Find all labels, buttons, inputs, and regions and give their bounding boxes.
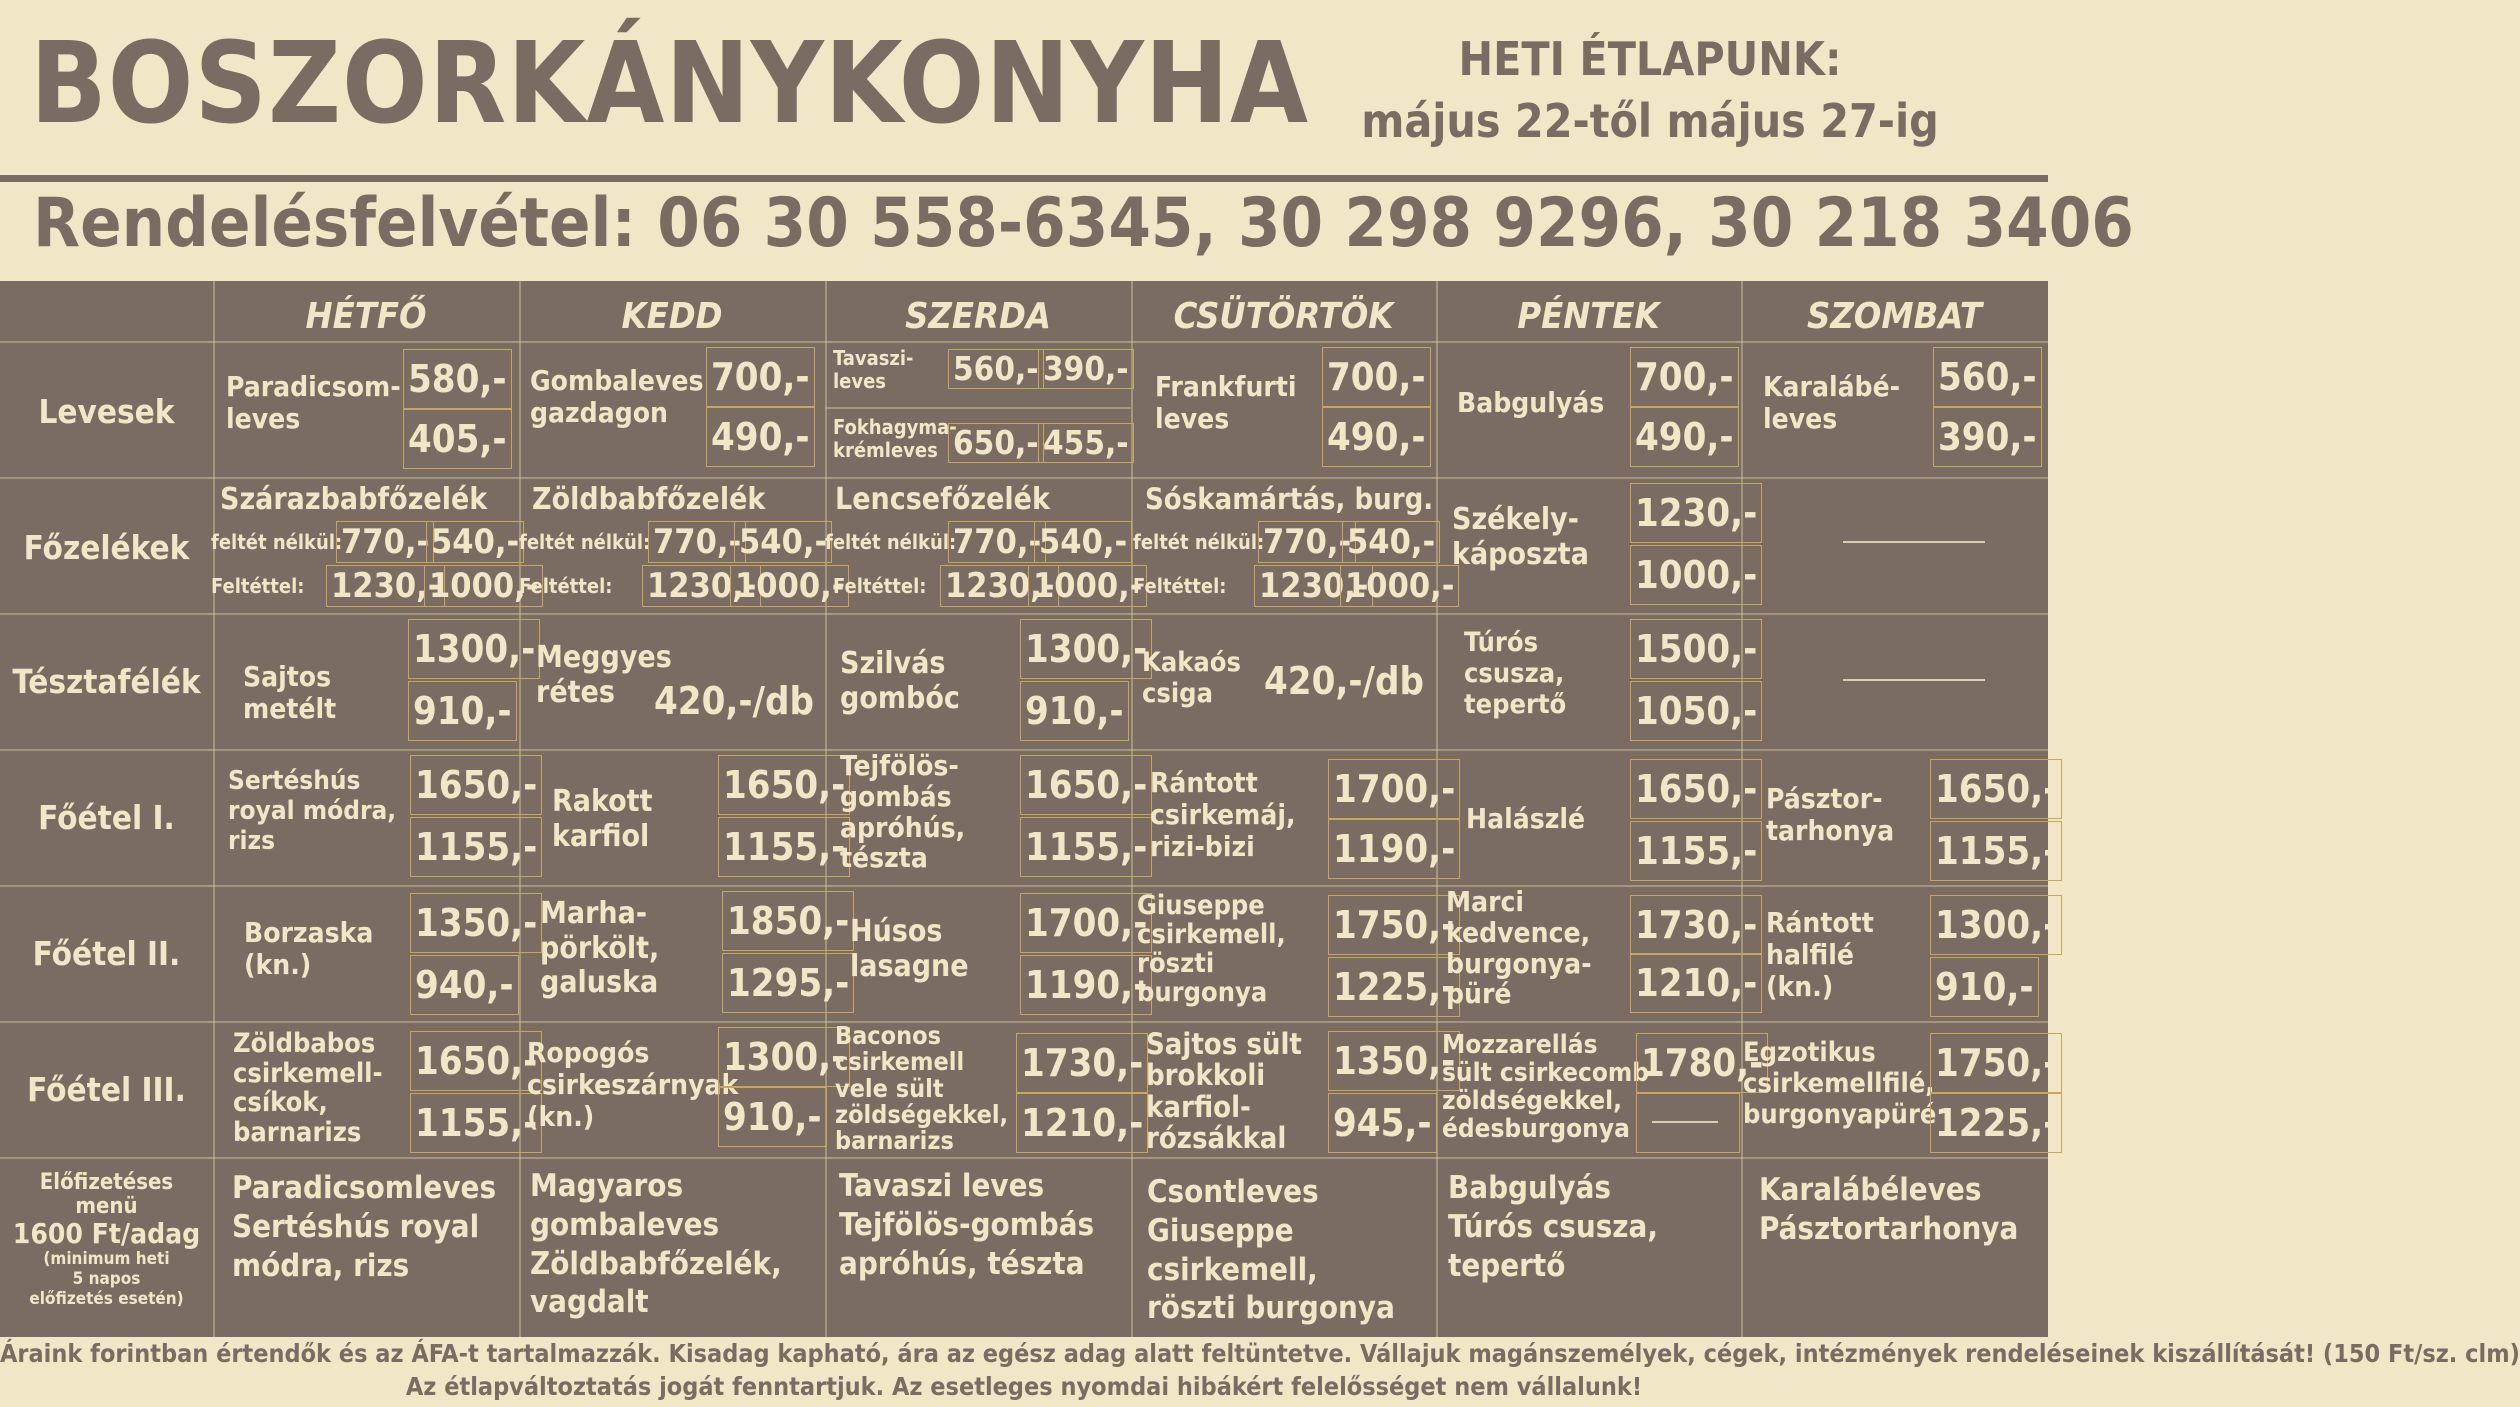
dish-name: brokkoli — [1146, 1058, 1266, 1093]
menu-grid — [0, 281, 2058, 1337]
price-half: 1225,- — [1930, 1093, 2062, 1153]
menu-line: Túrós csusza, — [1448, 1208, 1658, 1245]
dish-name: Mozzarellás — [1442, 1030, 1598, 1060]
soup-tuesday — [530, 365, 703, 429]
veg-thursday: Sóskamártás, burg. — [1145, 482, 1434, 516]
price: 770,- — [648, 521, 746, 563]
price-half: 1155,- — [1930, 821, 2062, 881]
category-main-2: Főétel II. — [32, 934, 181, 973]
price-full: 1730,- — [1630, 895, 1762, 955]
menu-line: Babgulyás — [1448, 1170, 1612, 1206]
dish-name: Ropogós — [527, 1036, 650, 1069]
main2-thursday — [1137, 891, 1286, 1008]
dish-name: gazdagon — [530, 396, 668, 430]
dish-name: barnarizs — [233, 1117, 362, 1149]
price-full: 1650,- — [1020, 755, 1152, 815]
soup-saturday — [1763, 371, 1900, 435]
main3-tuesday — [527, 1037, 738, 1134]
category-soups: Levesek — [38, 392, 175, 431]
menu-line: Tejfölös-gombás — [839, 1206, 1095, 1243]
price-half: 1210,- — [1630, 953, 1762, 1013]
dish-name: Kakaós — [1142, 647, 1241, 678]
row-line — [0, 1157, 2048, 1159]
dish-name: galuska — [540, 965, 659, 1000]
week-info — [1325, 28, 1975, 152]
dish-name: tarhonya — [1766, 814, 1895, 848]
price-half: 1190,- — [1328, 819, 1460, 879]
price: 1000,- — [730, 565, 849, 607]
dish-name: Tejfölös- — [840, 749, 959, 782]
day-friday: PÉNTEK — [1517, 296, 1660, 337]
dish-name: tepertő — [1464, 689, 1567, 721]
dish-name: lasagne — [850, 948, 969, 984]
dish-name: metélt — [243, 692, 337, 726]
price-full: 1230,- — [1630, 483, 1762, 543]
dish-name: gombás — [840, 779, 952, 813]
dish-name: Sajtos — [243, 660, 332, 693]
menu-friday — [1448, 1169, 1658, 1285]
dish-name: Túrós — [1464, 627, 1539, 658]
menu-line: Tavaszi leves — [839, 1168, 1045, 1204]
row-line — [0, 613, 2048, 615]
dish-name: burgonyapüré — [1743, 1099, 1937, 1131]
price-full: 700,- — [1322, 347, 1431, 407]
main2-wednesday — [850, 915, 969, 984]
dish-name: zöldségekkel, — [1442, 1086, 1623, 1117]
dish-name: csíkok, — [233, 1087, 328, 1119]
dish-name: káposzta — [1452, 536, 1589, 572]
soup-friday — [1457, 387, 1604, 419]
dish-name: sült csirkecomb — [1442, 1058, 1650, 1089]
header-rule — [0, 175, 2048, 182]
price-half: 1155,- — [1630, 821, 1762, 881]
price-full: 1650,- — [410, 755, 542, 815]
price: 770,- — [948, 521, 1046, 563]
category-pasta: Tésztafélék — [12, 662, 201, 701]
price: 1000,- — [1340, 565, 1459, 607]
day-wednesday: SZERDA — [905, 296, 1051, 337]
menu-line: tepertő — [1448, 1247, 1566, 1284]
soup-wednesday-2 — [833, 416, 957, 462]
subscription-line: (minimum heti — [43, 1249, 170, 1269]
label-without: feltét nélkül: — [519, 530, 651, 554]
dish-name: Sertéshús — [228, 766, 361, 796]
menu-monday — [232, 1169, 496, 1285]
menu-line: vagdalt — [530, 1284, 649, 1321]
day-saturday: SZOMBAT — [1807, 296, 1982, 337]
price-full: 1300,- — [1020, 619, 1152, 679]
soup-monday — [226, 371, 401, 435]
price-full: 1300,- — [718, 1027, 850, 1087]
brand-title: BOSZORKÁNYKONYHA — [30, 19, 1309, 149]
week-title: HETI ÉTLAPUNK: — [1458, 32, 1842, 86]
dish-name: csirkemell — [835, 1047, 965, 1077]
label-with: Feltéttel: — [1133, 574, 1227, 598]
dish-name: Halászlé — [1466, 802, 1586, 835]
menu-line: Paradicsomleves — [232, 1170, 497, 1206]
dish-name: karfiol- — [1146, 1089, 1251, 1124]
dish-name: édesburgonya — [1442, 1114, 1630, 1145]
price-half: 1155,- — [410, 1093, 542, 1153]
price: 1230,- — [940, 565, 1059, 607]
menu-tuesday — [530, 1167, 782, 1322]
dish-name: leves — [1155, 402, 1230, 436]
price-half: 1190,- — [1020, 955, 1152, 1015]
menu-line: módra, rizs — [232, 1247, 410, 1284]
price-half: 1225,- — [1328, 957, 1460, 1017]
main1-tuesday — [552, 785, 653, 854]
price-full: 650,- — [948, 423, 1044, 463]
dish-name: leves — [833, 369, 887, 393]
price: 1230,- — [1254, 565, 1373, 607]
price-per-piece: 420,-/db — [654, 679, 814, 723]
menu-line: Csontleves — [1147, 1174, 1319, 1210]
main3-saturday — [1743, 1037, 1936, 1130]
footer-line-2: Az étlapváltoztatás jogát fenntartjuk. Az esetleges nyomdai hibákért felelősséget nem vállalunk! — [405, 1372, 1643, 1401]
dish-name: tészta — [840, 841, 928, 875]
dish-name: (kn.) — [1766, 970, 1834, 1004]
menu-line: gombaleves — [530, 1206, 720, 1243]
price-per-piece: 420,-/db — [1264, 659, 1424, 703]
dish-name: Borzaska — [244, 916, 374, 949]
label-without: feltét nélkül: — [1133, 530, 1265, 554]
price-full: 700,- — [706, 347, 815, 407]
dish-name: burgonya — [1137, 977, 1268, 1009]
main3-wednesday — [835, 1023, 1008, 1154]
price-half-box — [1636, 1093, 1740, 1153]
dish-name: leves — [226, 402, 301, 436]
dish-name: royal módra, — [228, 795, 397, 826]
footer — [0, 1337, 2520, 1407]
price: 770,- — [1258, 521, 1356, 563]
main2-saturday — [1766, 907, 1874, 1004]
price-full: 1750,- — [1328, 895, 1460, 955]
dish-name: krémleves — [833, 438, 938, 462]
price-full: 700,- — [1630, 347, 1739, 407]
menu-line: Sertéshús royal — [232, 1208, 480, 1245]
soup-thursday — [1155, 371, 1297, 435]
menu-thursday — [1147, 1173, 1395, 1328]
header — [0, 0, 2134, 263]
price-full: 1700,- — [1328, 759, 1460, 819]
price-half: 390,- — [1933, 407, 2042, 467]
dish-name: Karalábé- — [1763, 370, 1901, 403]
dish-name: Húsos — [850, 914, 943, 949]
price-half: 490,- — [1322, 407, 1431, 467]
category-vegetable-dishes: Főzelékek — [23, 528, 190, 567]
price-full: 1350,- — [410, 893, 542, 953]
menu-line: csirkemell, — [1147, 1251, 1318, 1288]
price-full: 1350,- — [1328, 1031, 1460, 1091]
category-subscription — [0, 1171, 213, 1309]
price-full: 1750,- — [1930, 1033, 2062, 1093]
price-half: 1050,- — [1630, 681, 1762, 741]
price-full: 1850,- — [722, 891, 854, 951]
menu-line: Karalábéleves — [1759, 1172, 1982, 1208]
dish-name: csirkemellfilé, — [1743, 1068, 1935, 1100]
price-half: 910,- — [1930, 957, 2039, 1017]
dish-name: Marci — [1446, 885, 1525, 918]
price: 1230,- — [642, 565, 761, 607]
day-thursday: CSÜTÖRTÖK — [1173, 296, 1394, 337]
no-dish-dash — [1843, 541, 1985, 543]
dish-name: Sajtos sült — [1146, 1027, 1302, 1061]
dish-name: Pásztor- — [1766, 782, 1883, 815]
dish-name: rétes — [536, 674, 615, 710]
dish-name: burgonya- — [1446, 946, 1592, 980]
price-full: 1650,- — [718, 755, 850, 815]
price: 1230,- — [326, 565, 445, 607]
menu-line: apróhús, tészta — [839, 1245, 1085, 1282]
menu-line: Zöldbabfőzelék, — [530, 1245, 782, 1282]
label-with: Feltéttel: — [833, 574, 927, 598]
menu-line: röszti burgonya — [1147, 1290, 1395, 1327]
dish-name: Baconos — [835, 1021, 941, 1050]
dish-name: Szilvás — [840, 646, 946, 681]
dish-name: csiga — [1142, 678, 1213, 710]
price-full: 560,- — [948, 349, 1044, 389]
dish-name: csirkeszárnyak — [527, 1068, 739, 1102]
subscription-line: előfizetés esetén) — [29, 1289, 184, 1309]
phone-line: Rendelésfelvétel: 06 30 558-6345, 30 298 9296, 30 218 3406 — [33, 184, 2134, 263]
price-full: 1730,- — [1016, 1033, 1148, 1093]
veg-tuesday: Zöldbabfőzelék — [532, 482, 766, 517]
price-half: 910,- — [1020, 681, 1129, 741]
veg-monday: Szárazbabfőzelék — [220, 482, 488, 517]
price-half: 455,- — [1038, 423, 1134, 463]
price-half: 1155,- — [410, 817, 542, 877]
dish-name: kedvence, — [1446, 915, 1591, 949]
no-dish-dash — [1843, 679, 1985, 681]
price-full: 1650,- — [410, 1031, 542, 1091]
price: 540,- — [1034, 521, 1132, 563]
pasta-wednesday — [840, 647, 960, 716]
dish-name: csusza, — [1464, 658, 1565, 690]
price-full: 1300,- — [1930, 895, 2062, 955]
dish-name: gombóc — [840, 680, 960, 716]
dish-name: Egzotikus — [1743, 1037, 1876, 1068]
main1-thursday — [1150, 767, 1296, 864]
price-half: 1155,- — [1020, 817, 1152, 877]
dish-name: (kn.) — [244, 948, 312, 982]
price-half: 1210,- — [1016, 1093, 1148, 1153]
menu-line: Giuseppe — [1147, 1212, 1294, 1249]
dish-name: Paradicsom- — [226, 370, 401, 403]
main3-friday — [1442, 1031, 1649, 1143]
price: 540,- — [734, 521, 832, 563]
day-monday: HÉTFŐ — [305, 296, 427, 337]
pasta-monday — [243, 661, 336, 725]
label-with: Feltéttel: — [519, 574, 613, 598]
row-line — [0, 1021, 2048, 1023]
price: 1000,- — [1028, 565, 1147, 607]
price: 1000,- — [424, 565, 543, 607]
main2-tuesday — [540, 897, 659, 1001]
dish-name: Tavaszi- — [833, 346, 914, 370]
price-full: 1300,- — [408, 619, 540, 679]
dish-name: vele sült — [835, 1073, 944, 1103]
price-full: 580,- — [403, 349, 512, 409]
main1-wednesday — [840, 751, 965, 874]
veg-friday — [1452, 503, 1589, 572]
divider — [825, 407, 1131, 409]
dish-name: rizi-bizi — [1150, 830, 1255, 864]
dish-name: rizs — [228, 825, 276, 856]
price-half: 910,- — [408, 681, 517, 741]
dish-name: csirkemell, — [1137, 919, 1286, 951]
week-range: május 22-től május 27-ig — [1361, 94, 1939, 148]
dish-name: rózsákkal — [1146, 1120, 1287, 1155]
dish-name: csirkemáj, — [1150, 798, 1296, 832]
dish-name: Gombaleves — [530, 364, 704, 397]
price-half: 945,- — [1328, 1093, 1437, 1153]
main1-saturday — [1766, 783, 1894, 847]
dish-name: Frankfurti — [1155, 370, 1297, 403]
dish-name: püré — [1446, 977, 1512, 1011]
dish-name: csirkemell- — [233, 1057, 383, 1089]
row-line — [0, 749, 2048, 751]
price-full: 1650,- — [1930, 759, 2062, 819]
main1-monday — [228, 767, 396, 857]
dish-name: barnarizs — [835, 1126, 954, 1155]
category-main-3: Főétel III. — [27, 1070, 186, 1109]
price-half: 940,- — [410, 955, 519, 1015]
subscription-price: 1600 Ft/adag — [12, 1217, 201, 1250]
price-half: 490,- — [1630, 407, 1739, 467]
menu-wednesday — [839, 1167, 1094, 1283]
menu-line: Pásztortarhonya — [1759, 1210, 2019, 1247]
no-price-dash — [1652, 1121, 1718, 1123]
dish-name: pörkölt, — [540, 930, 660, 966]
price-half: 1000,- — [1630, 545, 1762, 605]
price-half: 390,- — [1038, 349, 1134, 389]
pasta-thursday — [1142, 647, 1241, 709]
dish-name: Meggyes — [536, 640, 672, 675]
row-line — [0, 477, 2048, 479]
veg-wednesday: Lencsefőzelék — [835, 482, 1050, 517]
dish-name: Marha- — [540, 896, 648, 931]
main3-monday — [233, 1029, 383, 1148]
footer-line-1: Áraink forintban értendők és az ÁFA-t tartalmazzák. Kisadag kapható, ára az egész adag alatt feltüntetve. Vállajuk magánszemélyek, cégek, intézmények rendeléseinek kiszállítását! (150 Ft/sz. clm) — [0, 1339, 2520, 1368]
price-half: 1295,- — [722, 953, 854, 1013]
dish-name: Rántott — [1766, 906, 1874, 939]
label-with: Feltéttel: — [211, 574, 305, 598]
dish-name: Fokhagyma- — [833, 415, 957, 439]
menu-line: Magyaros — [530, 1168, 684, 1204]
price: 540,- — [1342, 521, 1440, 563]
dish-name: Rántott — [1150, 766, 1258, 799]
dish-name: zöldségekkel, — [835, 1099, 1009, 1129]
price: 770,- — [336, 521, 434, 563]
dish-name: Zöldbabos — [233, 1028, 376, 1059]
subscription-line: 5 napos — [72, 1269, 141, 1289]
dish-name: apróhús, — [840, 810, 966, 844]
price-full: 1780,- — [1636, 1033, 1768, 1093]
price-half: 1155,- — [718, 817, 850, 877]
column-line — [213, 281, 215, 1337]
dish-name: Giuseppe — [1137, 890, 1265, 921]
price-full: 560,- — [1933, 347, 2042, 407]
price-half: 910,- — [718, 1087, 827, 1147]
dish-name: röszti — [1137, 948, 1215, 980]
dish-name: Székely- — [1452, 502, 1579, 537]
subscription-line: Előfizetéses — [39, 1170, 174, 1195]
main1-friday — [1466, 803, 1585, 835]
category-main-1: Főétel I. — [38, 798, 175, 837]
dish-name: (kn.) — [527, 1100, 595, 1134]
price: 540,- — [426, 521, 524, 563]
day-tuesday: KEDD — [621, 296, 723, 337]
dish-name: karfiol — [552, 818, 650, 854]
row-line — [0, 885, 2048, 887]
subscription-line: menü — [75, 1194, 138, 1219]
price-half: 490,- — [706, 407, 815, 467]
pasta-friday — [1464, 627, 1566, 720]
price-half: 405,- — [403, 409, 512, 469]
main3-thursday — [1146, 1029, 1302, 1154]
dish-name: Babgulyás — [1457, 386, 1605, 419]
pasta-tuesday — [536, 641, 672, 710]
main2-monday — [244, 917, 373, 981]
label-without: feltét nélkül: — [825, 530, 957, 554]
soup-wednesday-1 — [833, 347, 914, 393]
menu-saturday — [1759, 1171, 2018, 1249]
dish-name: Rakott — [552, 784, 653, 819]
price-full: 1500,- — [1630, 619, 1762, 679]
dish-name: leves — [1763, 402, 1838, 436]
price-full: 1700,- — [1020, 893, 1152, 953]
main2-friday — [1446, 887, 1592, 1010]
dish-name: halfilé — [1766, 938, 1854, 972]
price-full: 1650,- — [1630, 759, 1762, 819]
label-without: feltét nélkül: — [211, 530, 343, 554]
